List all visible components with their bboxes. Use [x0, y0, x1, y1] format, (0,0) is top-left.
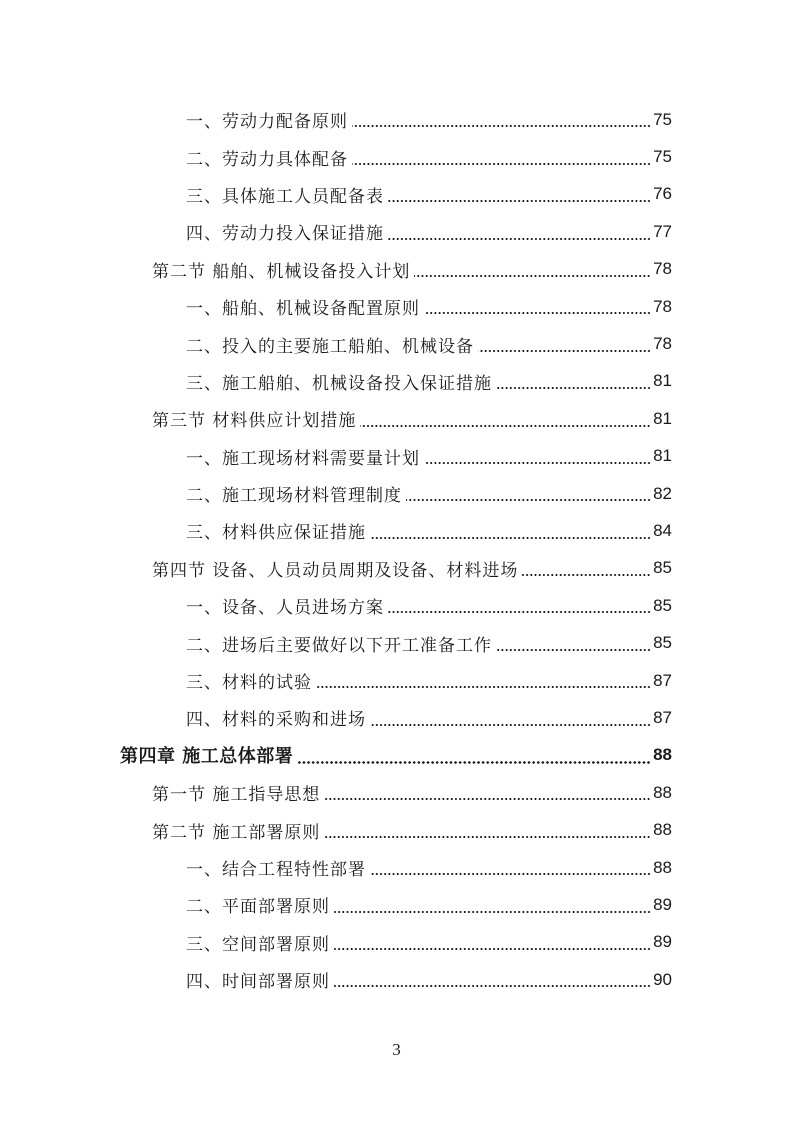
toc-entry[interactable]: [0, 363, 793, 400]
toc-entry-page: 78: [653, 296, 672, 316]
toc-entry-page: 88: [653, 857, 672, 877]
toc-entry-page: 81: [653, 371, 672, 391]
toc-entry-page: 89: [653, 894, 672, 914]
toc-entry-title: 一、劳动力配备原则: [186, 112, 348, 133]
toc-entry-title: 二、投入的主要施工船舶、机械设备: [186, 336, 474, 357]
dot-leader: [424, 312, 651, 314]
toc-entry-page: 88: [653, 820, 672, 840]
toc-entry-page: 84: [653, 520, 672, 540]
dot-leader: [297, 761, 651, 764]
toc-entry[interactable]: [0, 849, 793, 886]
dot-leader: [370, 724, 651, 726]
toc-entry-title: 三、空间部署原则: [186, 934, 330, 955]
toc-entry-title: 三、材料供应保证措施: [186, 523, 366, 544]
toc-entry[interactable]: [0, 961, 793, 998]
toc-entry-page: 87: [653, 707, 672, 727]
toc-entry-page: 88: [653, 782, 672, 802]
toc-entry-page: 77: [653, 221, 672, 241]
dot-leader: [370, 873, 651, 875]
toc-entry-title: 二、进场后主要做好以下开工准备工作: [186, 635, 492, 656]
toc-entry-page: 85: [653, 595, 672, 615]
toc-entry[interactable]: [0, 176, 793, 213]
dot-leader: [478, 350, 651, 352]
toc-entry-title: 第三节 材料供应计划措施: [152, 411, 357, 432]
toc-section[interactable]: [0, 550, 793, 587]
toc-entry[interactable]: [0, 662, 793, 699]
dot-leader: [388, 611, 651, 613]
toc-entry[interactable]: [0, 138, 793, 175]
toc-entry-page: 75: [653, 109, 672, 129]
toc-entry-title: 一、设备、人员进场方案: [186, 598, 384, 619]
toc-entry-title: 四、时间部署原则: [186, 972, 330, 993]
toc-entry-page: 88: [653, 745, 672, 765]
dot-leader: [324, 836, 651, 838]
dot-leader: [406, 499, 651, 501]
toc-entry-page: 85: [653, 633, 672, 653]
toc-entry-title: 第二节 施工部署原则: [152, 822, 321, 843]
toc-entry-page: 78: [653, 259, 672, 279]
toc-entry-title: 一、结合工程特性部署: [186, 860, 366, 880]
dot-leader: [414, 275, 651, 277]
toc-section[interactable]: [0, 774, 793, 811]
toc-entry[interactable]: [0, 475, 793, 512]
dot-leader: [424, 462, 651, 464]
toc-entry[interactable]: [0, 924, 793, 961]
toc-entry[interactable]: [0, 438, 793, 475]
page-number: 3: [392, 1040, 401, 1059]
dot-leader: [334, 948, 651, 950]
toc-entry[interactable]: [0, 886, 793, 923]
dot-leader: [352, 163, 651, 165]
toc-entry-title: 一、施工现场材料需要量计划: [186, 448, 420, 469]
toc-entry-page: 87: [653, 670, 672, 690]
toc-entry-page: 81: [653, 408, 672, 428]
toc-entry[interactable]: [0, 288, 793, 325]
dot-leader: [352, 125, 651, 127]
toc-entry-page: 76: [653, 184, 672, 204]
dot-leader: [370, 537, 651, 539]
toc-entry-title: 第一节 施工指导思想: [152, 785, 321, 806]
toc-entry[interactable]: [0, 213, 793, 250]
toc-entry-title: 三、施工船舶、机械设备投入保证措施: [186, 373, 492, 394]
toc-entry-title: 第二节 船舶、机械设备投入计划: [152, 261, 411, 282]
toc-entry-page: 75: [653, 147, 672, 167]
toc-chapter[interactable]: [0, 737, 793, 774]
toc-section[interactable]: [0, 251, 793, 288]
toc-entry-page: 90: [653, 969, 672, 989]
toc-section[interactable]: [0, 400, 793, 437]
toc-entry-page: 78: [653, 334, 672, 354]
toc-entry-page: 85: [653, 558, 672, 578]
dot-leader: [496, 649, 651, 651]
toc-entry-title: 二、施工现场材料管理制度: [186, 486, 402, 507]
toc-entry-page: 81: [653, 446, 672, 466]
toc-entry[interactable]: [0, 512, 793, 549]
toc-entry-page: 89: [653, 932, 672, 952]
toc-entry[interactable]: [0, 325, 793, 362]
table-of-contents: [0, 101, 793, 998]
dot-leader: [360, 425, 651, 427]
toc-entry-title: 三、材料的试验: [186, 673, 312, 694]
dot-leader: [496, 387, 651, 389]
dot-leader: [388, 238, 651, 240]
toc-entry-page: 82: [653, 483, 672, 503]
toc-entry-title: 第四节 设备、人员动员周期及设备、材料进场: [152, 560, 519, 581]
dot-leader: [316, 686, 651, 688]
toc-entry-title: 四、劳动力投入保证措施: [186, 224, 384, 245]
toc-entry-title: 二、平面部署原则: [186, 897, 330, 918]
dot-leader: [334, 985, 651, 987]
toc-entry[interactable]: [0, 587, 793, 624]
toc-entry-title: 三、具体施工人员配备表: [186, 186, 384, 207]
toc-section[interactable]: [0, 811, 793, 848]
dot-leader: [324, 798, 651, 800]
toc-entry-title: 四、材料的采购和进场: [186, 710, 366, 731]
toc-entry[interactable]: [0, 699, 793, 736]
toc-entry[interactable]: [0, 101, 793, 138]
dot-leader: [334, 911, 651, 913]
dot-leader: [522, 574, 651, 576]
toc-entry[interactable]: [0, 624, 793, 661]
dot-leader: [388, 200, 651, 202]
toc-entry-title: 第四章 施工总体部署: [120, 746, 294, 768]
toc-entry-title: 一、船舶、机械设备配置原则: [186, 299, 420, 320]
toc-entry-title: 二、劳动力具体配备: [186, 149, 348, 170]
